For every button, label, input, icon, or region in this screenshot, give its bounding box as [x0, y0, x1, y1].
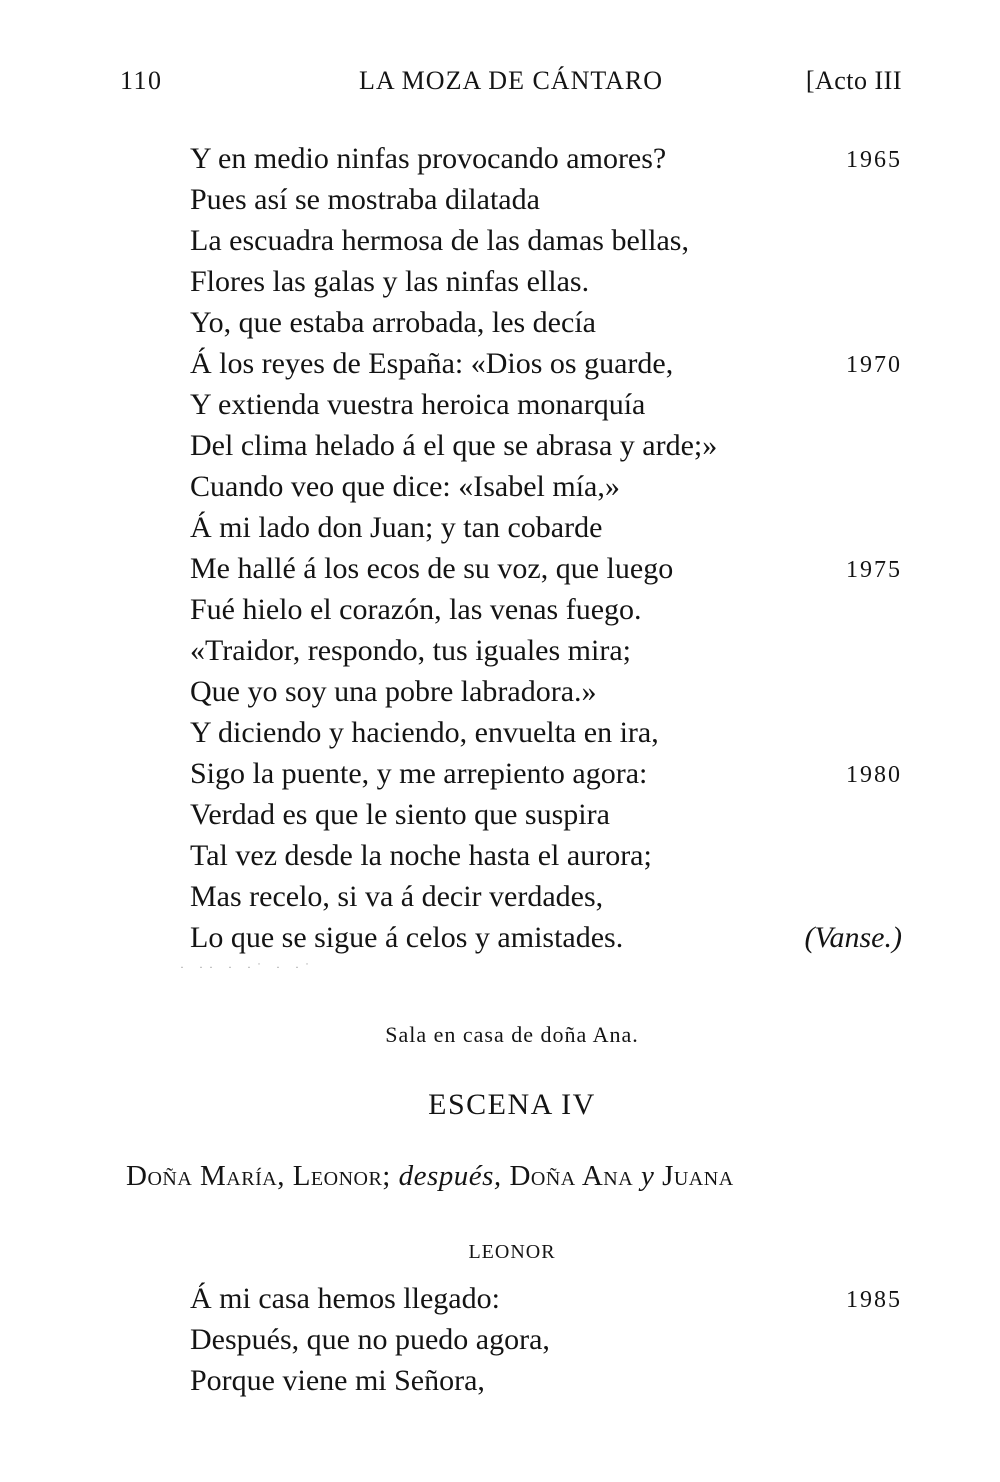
verse-line — [190, 179, 902, 220]
verse-line — [190, 1360, 902, 1401]
verse-line — [190, 138, 902, 179]
running-title: LA MOZA DE CÁNTARO — [358, 66, 664, 95]
verse-text: Sigo la puente, y me arrepiento agora: — [190, 757, 648, 790]
line-number: 1965 — [846, 147, 902, 173]
characters-part2: después, — [398, 1160, 502, 1192]
verse-line — [190, 1319, 902, 1360]
verse-text: Fué hielo el corazón, las venas fuego. — [190, 593, 642, 626]
verse-line — [190, 835, 902, 876]
verse-line — [190, 630, 902, 671]
running-head — [120, 66, 902, 106]
verse-line — [190, 753, 902, 794]
verse-text: Porque viene mi Señora, — [190, 1364, 485, 1397]
page-number: 110 — [120, 66, 163, 95]
verse-line — [190, 671, 902, 712]
verse-line — [190, 466, 902, 507]
verse-text: Yo, que estaba arrobada, les decía — [190, 306, 596, 339]
verse-text: Á los reyes de España: «Dios os guarde, — [190, 347, 674, 380]
verse-text: Lo que se sigue á celos y amistades. — [190, 921, 624, 954]
verse-line — [190, 876, 902, 917]
verse-block-bottom — [190, 1278, 902, 1401]
verse-text: Á mi lado don Juan; y tan cobarde — [190, 511, 603, 544]
verse-text: Pues así se mostraba dilatada — [190, 183, 540, 216]
line-number: 1975 — [846, 557, 902, 583]
verse-text: Cuando veo que dice: «Isabel mía,» — [190, 470, 620, 503]
verse-text: Y en medio ninfas provocando amores? — [190, 142, 667, 175]
line-number: 1970 — [846, 352, 902, 378]
verse-line — [190, 302, 902, 343]
line-number: 1985 — [846, 1287, 902, 1313]
verse-text: «Traidor, respondo, tus iguales mira; — [190, 634, 631, 667]
characters-part5: Juana — [662, 1160, 734, 1192]
verse-block-top — [190, 138, 902, 958]
verse-line — [190, 261, 902, 302]
verse-text: Después, que no puedo agora, — [190, 1323, 550, 1356]
setting-direction: Sala en casa de doña Ana. — [385, 1022, 639, 1047]
verse-line — [190, 548, 902, 589]
act-label: [Acto III — [805, 66, 902, 95]
verse-text: Tal vez desde la noche hasta el aurora; — [190, 839, 652, 872]
verse-line — [190, 917, 902, 958]
character-list — [126, 1160, 902, 1193]
speaker-name: LEONOR — [468, 1241, 556, 1263]
verse-text: Flores las galas y las ninfas ellas. — [190, 265, 590, 298]
print-specks: · ·· · ·˙ · ·˙ — [180, 960, 315, 974]
verse-line — [190, 220, 902, 261]
verse-text: Verdad es que le siento que suspira — [190, 798, 610, 831]
verse-line — [190, 343, 902, 384]
verse-text: Me hallé á los ecos de su voz, que luego — [190, 552, 674, 585]
verse-line — [190, 794, 902, 835]
verse-text: Que yo soy una pobre labradora.» — [190, 675, 597, 708]
verse-text: Á mi casa hemos llegado: — [190, 1282, 500, 1315]
verse-line — [190, 507, 902, 548]
verse-line — [190, 425, 902, 466]
scene-title: ESCENA IV — [428, 1088, 596, 1121]
line-number: 1980 — [846, 762, 902, 788]
stage-direction-exit: (Vanse.) — [804, 921, 902, 954]
verse-line — [190, 712, 902, 753]
verse-text: La escuadra hermosa de las damas bellas, — [190, 224, 689, 257]
verse-text: Y diciendo y haciendo, envuelta en ira, — [190, 716, 659, 749]
verse-text: Del clima helado á el que se abrasa y arde;» — [190, 429, 718, 462]
verse-text: Mas recelo, si va á decir verdades, — [190, 880, 604, 913]
verse-text: Y extienda vuestra heroica monarquía — [190, 388, 646, 421]
characters-part3: Doña Ana — [509, 1160, 634, 1192]
characters-part1: Doña María, Leonor; — [126, 1160, 391, 1192]
verse-line — [190, 384, 902, 425]
verse-line — [190, 589, 902, 630]
verse-line — [190, 1278, 902, 1319]
characters-part4: y — [640, 1160, 655, 1192]
